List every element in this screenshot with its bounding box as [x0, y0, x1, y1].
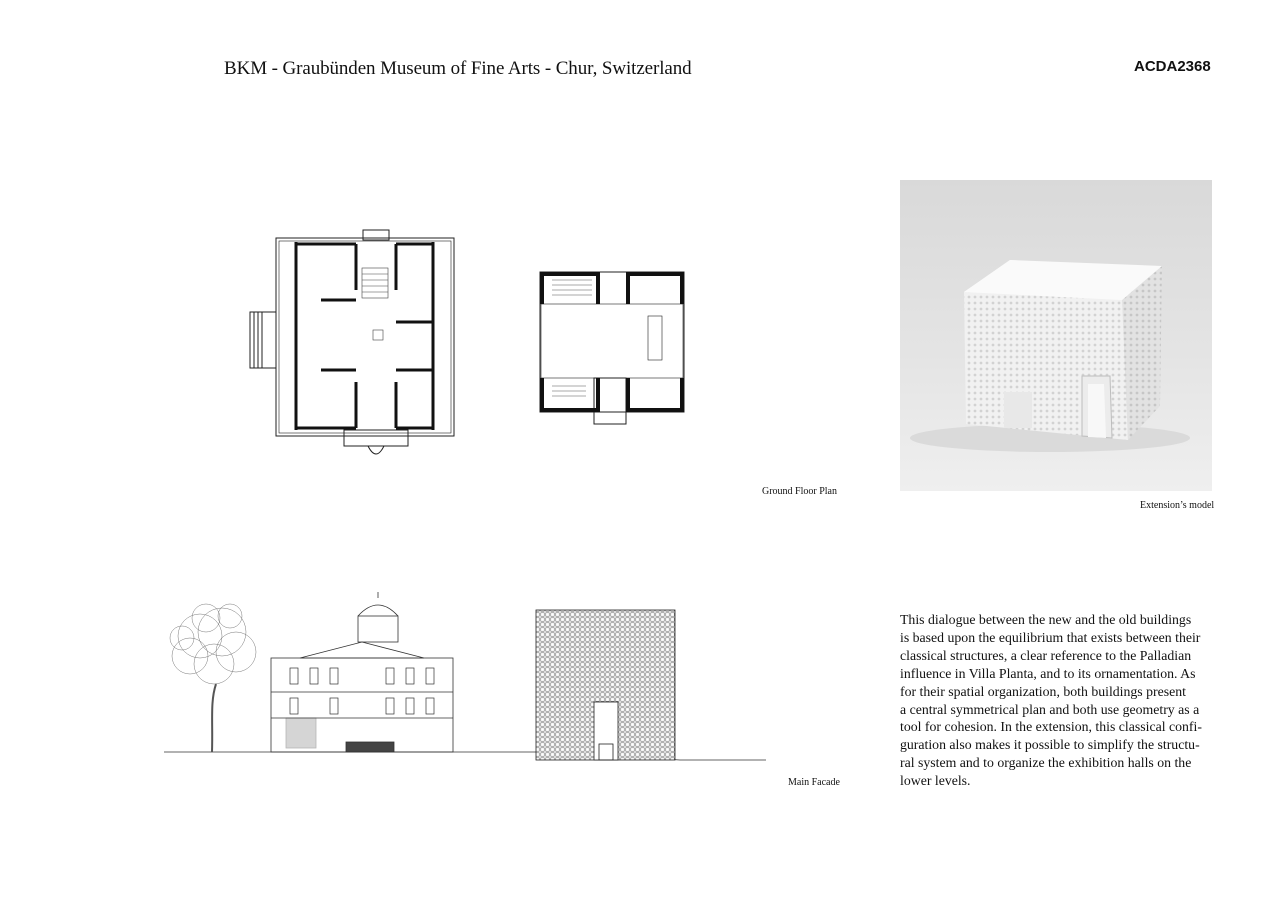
page-title: BKM - Graubünden Museum of Fine Arts - Chur, Switzerland: [224, 58, 692, 79]
villa-ground-floor-plan: [246, 230, 461, 465]
ground-floor-plan-caption: Ground Floor Plan: [762, 486, 837, 497]
main-facade-elevation: [160, 592, 772, 764]
extension-ground-floor-plan: [536, 268, 688, 428]
main-facade-caption: Main Facade: [788, 777, 840, 788]
project-description: This dialogue between the new and the old buildings is based upon the equilibrium that exists between their classical structures, a clear reference to the Palladian influence in Villa Planta, and to its ornamentation. As for their spatial organization, both buildings present a central symmetrical plan and both use geometry as a tool for cohesion. In the extension, this classical confi- guration also makes it possible to simplify the structu- ral system and to organize the exhibition halls on the lower levels.: [900, 612, 1202, 789]
project-code: ACDA2368: [1134, 58, 1211, 75]
extension-model-caption: Extension’s model: [1140, 500, 1215, 511]
cube-model-drawing: [900, 180, 1212, 491]
villa-elevation: [271, 592, 453, 752]
tree-drawing: [170, 604, 256, 752]
extension-model-photo: [900, 180, 1212, 491]
extension-elevation: [536, 610, 675, 760]
